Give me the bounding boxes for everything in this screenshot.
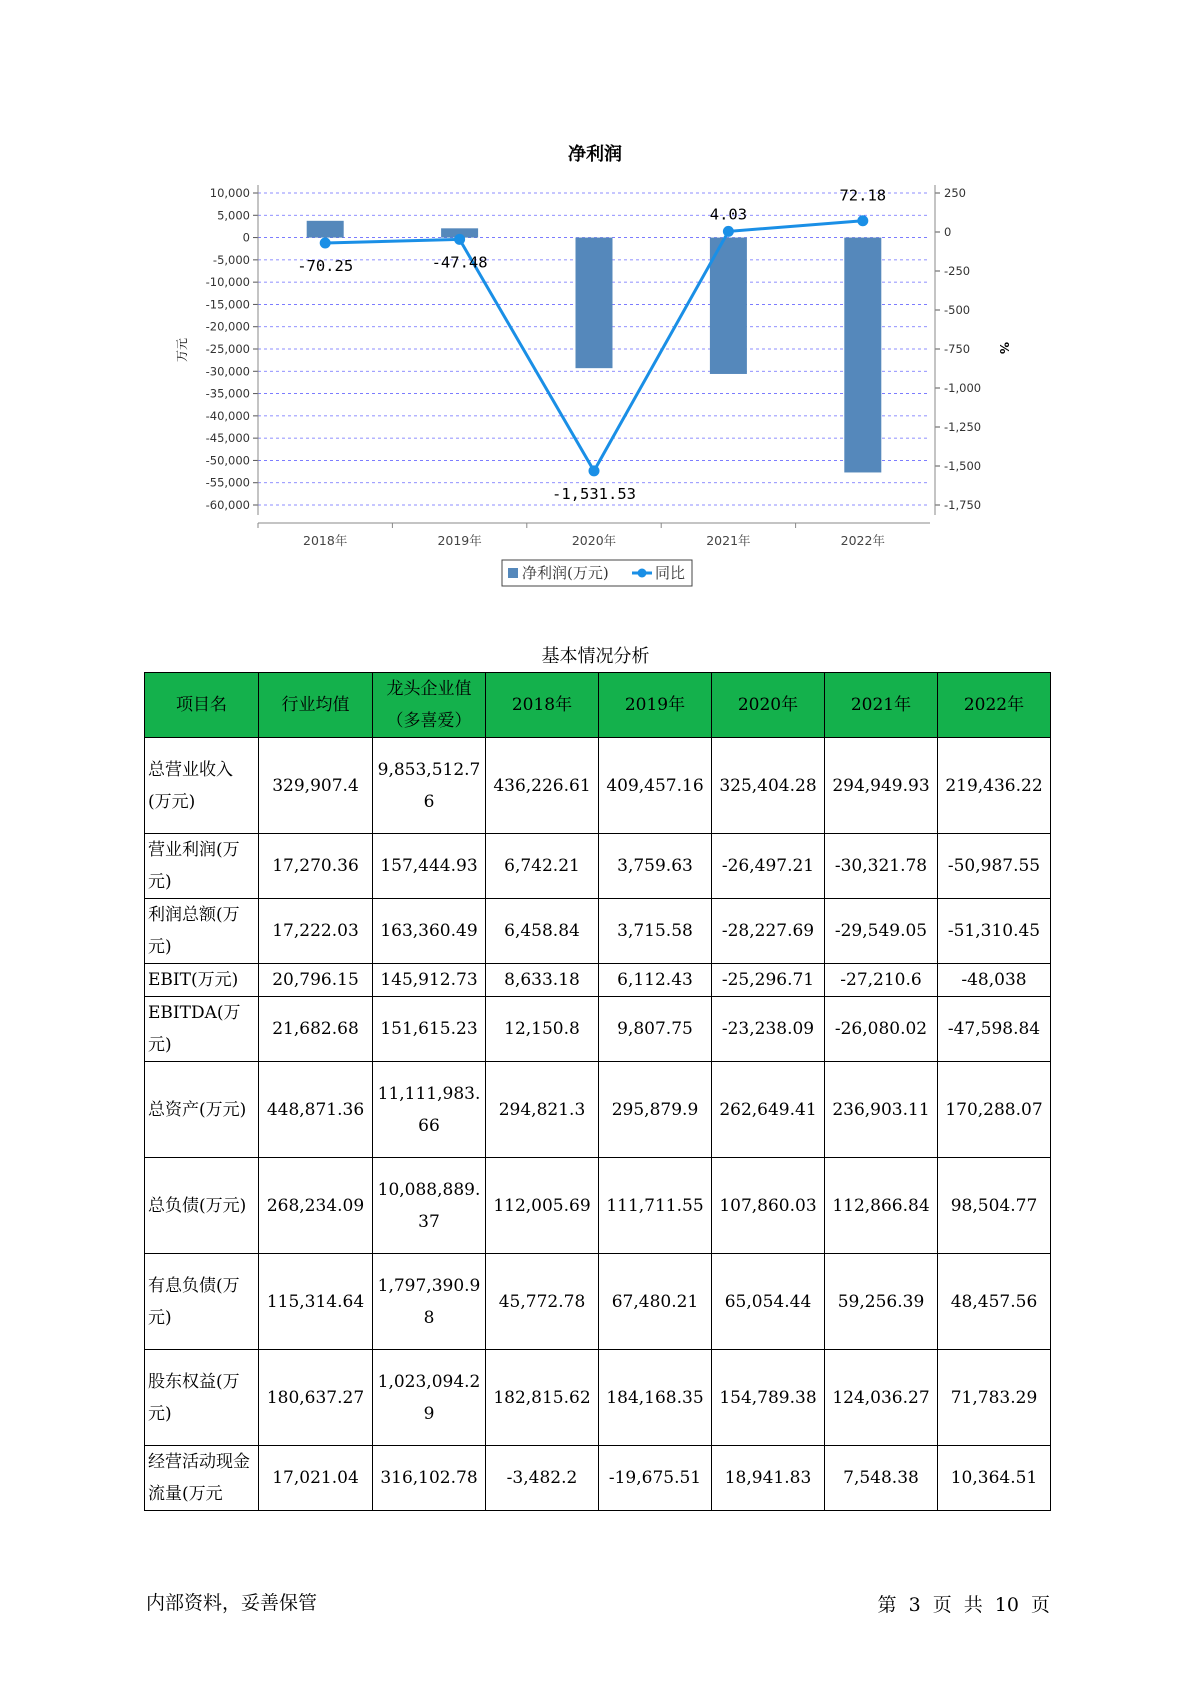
y-tick-label: -25,000: [205, 342, 250, 356]
net-profit-chart: [0, 0, 1191, 600]
table-cell: -19,675.51: [599, 1446, 712, 1511]
table-cell: 112,866.84: [825, 1158, 938, 1254]
table-cell: 3,715.58: [599, 899, 712, 964]
table-cell: 7,548.38: [825, 1446, 938, 1511]
table-body: [145, 738, 1051, 1511]
row-label: 总负债(万元): [145, 1158, 259, 1254]
table-cell: 17,222.03: [259, 899, 373, 964]
table-cell: 145,912.73: [373, 964, 486, 997]
table-cell: 180,637.27: [259, 1350, 373, 1446]
table-row: [145, 1254, 1051, 1350]
table-header-cell: 2021年: [825, 673, 938, 738]
table-header-cell: 项目名: [145, 673, 259, 738]
table-cell: -26,497.21: [712, 834, 825, 899]
chart-svg: [0, 0, 1191, 600]
basic-analysis-table: [144, 672, 1051, 1511]
table-cell: -50,987.55: [938, 834, 1051, 899]
table-cell: 1,797,390.98: [373, 1254, 486, 1350]
table-header-row: [145, 673, 1051, 738]
table-cell: 107,860.03: [712, 1158, 825, 1254]
table-cell: 124,036.27: [825, 1350, 938, 1446]
table-row: [145, 1350, 1051, 1446]
table-cell: 268,234.09: [259, 1158, 373, 1254]
table-cell: -23,238.09: [712, 997, 825, 1062]
table-cell: -51,310.45: [938, 899, 1051, 964]
table-cell: 262,649.41: [712, 1062, 825, 1158]
table-title: 基本情况分析: [541, 646, 650, 667]
table-cell: 6,458.84: [486, 899, 599, 964]
table-row: [145, 834, 1051, 899]
table-cell: 98,504.77: [938, 1158, 1051, 1254]
x-tick-label: 2021年: [706, 533, 751, 548]
line-point-yoy: [723, 226, 734, 237]
table-row: [145, 899, 1051, 964]
table-cell: 45,772.78: [486, 1254, 599, 1350]
row-label: EBITDA(万元): [145, 997, 259, 1062]
table-header-cell: 2019年: [599, 673, 712, 738]
table-cell: 151,615.23: [373, 997, 486, 1062]
table-cell: -30,321.78: [825, 834, 938, 899]
bar-net-profit: [710, 238, 747, 374]
bar-net-profit: [307, 221, 344, 238]
row-label: EBIT(万元): [145, 964, 259, 997]
table-cell: 71,783.29: [938, 1350, 1051, 1446]
table-cell: 20,796.15: [259, 964, 373, 997]
row-label: 股东权益(万元): [145, 1350, 259, 1446]
table-header-cell: 行业均值: [259, 673, 373, 738]
y-tick-label: 10,000: [209, 186, 250, 200]
x-tick-label: 2019年: [437, 533, 482, 548]
legend-label-line: 同比: [655, 564, 686, 582]
y-right-tick-label: -1,250: [944, 420, 982, 434]
table-cell: 17,270.36: [259, 834, 373, 899]
y-right-tick-label: -250: [944, 264, 971, 278]
table-header-cell: 龙头企业值（多喜爱）: [373, 673, 486, 738]
table-row: [145, 964, 1051, 997]
table-cell: 67,480.21: [599, 1254, 712, 1350]
table-cell: 1,023,094.29: [373, 1350, 486, 1446]
table-cell: -3,482.2: [486, 1446, 599, 1511]
table-cell: 59,256.39: [825, 1254, 938, 1350]
y-right-tick-label: 0: [944, 225, 952, 239]
table-cell: 111,711.55: [599, 1158, 712, 1254]
table-cell: 154,789.38: [712, 1350, 825, 1446]
y-tick-label: -60,000: [205, 498, 250, 512]
table-cell: 409,457.16: [599, 738, 712, 834]
line-point-yoy: [320, 237, 331, 248]
table-cell: -48,038: [938, 964, 1051, 997]
line-point-yoy: [589, 465, 600, 476]
table-cell: -27,210.6: [825, 964, 938, 997]
y-right-tick-label: -1,000: [944, 381, 982, 395]
footer-confidential: 内部资料，妥善保管: [146, 1592, 318, 1614]
y-tick-label: -45,000: [205, 431, 250, 446]
y-right-tick-label: -1,750: [944, 498, 982, 512]
legend-swatch-bar: [508, 568, 518, 578]
y-tick-label: -50,000: [205, 453, 250, 468]
legend-label-bar: 净利润(万元): [522, 564, 609, 582]
y-tick-label: -30,000: [205, 364, 250, 379]
table-cell: 448,871.36: [259, 1062, 373, 1158]
y-tick-label: 5,000: [217, 208, 250, 223]
table-cell: 10,364.51: [938, 1446, 1051, 1511]
table-cell: 10,088,889.37: [373, 1158, 486, 1254]
bar-net-profit: [844, 238, 881, 473]
bar-net-profit: [576, 238, 613, 369]
table-cell: 157,444.93: [373, 834, 486, 899]
y-tick-label: -10,000: [205, 275, 250, 290]
table-cell: 48,457.56: [938, 1254, 1051, 1350]
table-cell: 9,853,512.76: [373, 738, 486, 834]
y-tick-label: -35,000: [205, 386, 250, 401]
y-right-tick-label: -1,500: [944, 459, 982, 473]
row-label: 利润总额(万元): [145, 899, 259, 964]
table-cell: 18,941.83: [712, 1446, 825, 1511]
table-cell: -25,296.71: [712, 964, 825, 997]
row-label: 经营活动现金流量(万元: [145, 1446, 259, 1511]
table-cell: 184,168.35: [599, 1350, 712, 1446]
table-row: [145, 738, 1051, 834]
table-cell: 219,436.22: [938, 738, 1051, 834]
y-axis-label: 万元: [175, 337, 189, 363]
table-cell: 112,005.69: [486, 1158, 599, 1254]
y-tick-label: -5,000: [212, 252, 250, 267]
table-cell: 12,150.8: [486, 997, 599, 1062]
data-label-yoy: 4.03: [709, 205, 748, 224]
table-cell: 294,821.3: [486, 1062, 599, 1158]
table-row: [145, 1158, 1051, 1254]
table-cell: 325,404.28: [712, 738, 825, 834]
x-tick-label: 2020年: [571, 533, 617, 548]
table-cell: 65,054.44: [712, 1254, 825, 1350]
y-tick-label: 0: [242, 230, 250, 245]
y-tick-label: -55,000: [205, 475, 250, 490]
table-cell: 170,288.07: [938, 1062, 1051, 1158]
row-label: 总营业收入(万元): [145, 738, 259, 834]
data-label-yoy: -70.25: [297, 256, 354, 275]
data-label-yoy: -47.48: [431, 253, 488, 272]
chart-title: 净利润: [568, 144, 622, 165]
table-cell: 316,102.78: [373, 1446, 486, 1511]
row-label: 营业利润(万元): [145, 834, 259, 899]
table-cell: -29,549.05: [825, 899, 938, 964]
table-cell: 163,360.49: [373, 899, 486, 964]
x-tick-label: 2018年: [303, 533, 348, 548]
y-right-tick-label: 250: [944, 186, 966, 200]
y-tick-label: -40,000: [205, 408, 250, 423]
table-cell: 6,742.21: [486, 834, 599, 899]
table-cell: 8,633.18: [486, 964, 599, 997]
table-cell: 295,879.9: [599, 1062, 712, 1158]
table-row: [145, 1446, 1051, 1511]
table-cell: 115,314.64: [259, 1254, 373, 1350]
legend-swatch-point: [638, 569, 647, 578]
table-cell: 17,021.04: [259, 1446, 373, 1511]
table-cell: 294,949.93: [825, 738, 938, 834]
table-cell: -28,227.69: [712, 899, 825, 964]
table-cell: 182,815.62: [486, 1350, 599, 1446]
y-tick-label: -15,000: [205, 297, 250, 312]
footer-page-number: 第 3 页 共 10 页: [877, 1594, 1050, 1616]
table-cell: 3,759.63: [599, 834, 712, 899]
table-header-cell: 2020年: [712, 673, 825, 738]
row-label: 总资产(万元): [145, 1062, 259, 1158]
table-cell: 436,226.61: [486, 738, 599, 834]
data-label-yoy: -1,531.53: [552, 484, 636, 503]
line-point-yoy: [857, 215, 868, 226]
table-cell: 11,111,983.66: [373, 1062, 486, 1158]
table-cell: 21,682.68: [259, 997, 373, 1062]
x-tick-label: 2022年: [840, 533, 885, 548]
table-cell: 329,907.4: [259, 738, 373, 834]
table-row: [145, 997, 1051, 1062]
table-header-cell: 2022年: [938, 673, 1051, 738]
row-label: 有息负债(万元): [145, 1254, 259, 1350]
table-cell: -26,080.02: [825, 997, 938, 1062]
y-right-tick-label: -500: [944, 303, 971, 317]
line-point-yoy: [454, 234, 465, 245]
table-cell: 9,807.75: [599, 997, 712, 1062]
y-tick-label: -20,000: [205, 319, 250, 334]
table-cell: -47,598.84: [938, 997, 1051, 1062]
table-cell: 6,112.43: [599, 964, 712, 997]
table-row: [145, 1062, 1051, 1158]
y-right-axis-label: %: [997, 341, 1011, 355]
data-label-yoy: 72.18: [839, 186, 887, 205]
y-right-tick-label: -750: [944, 342, 971, 356]
table-cell: 236,903.11: [825, 1062, 938, 1158]
table-header-cell: 2018年: [486, 673, 599, 738]
